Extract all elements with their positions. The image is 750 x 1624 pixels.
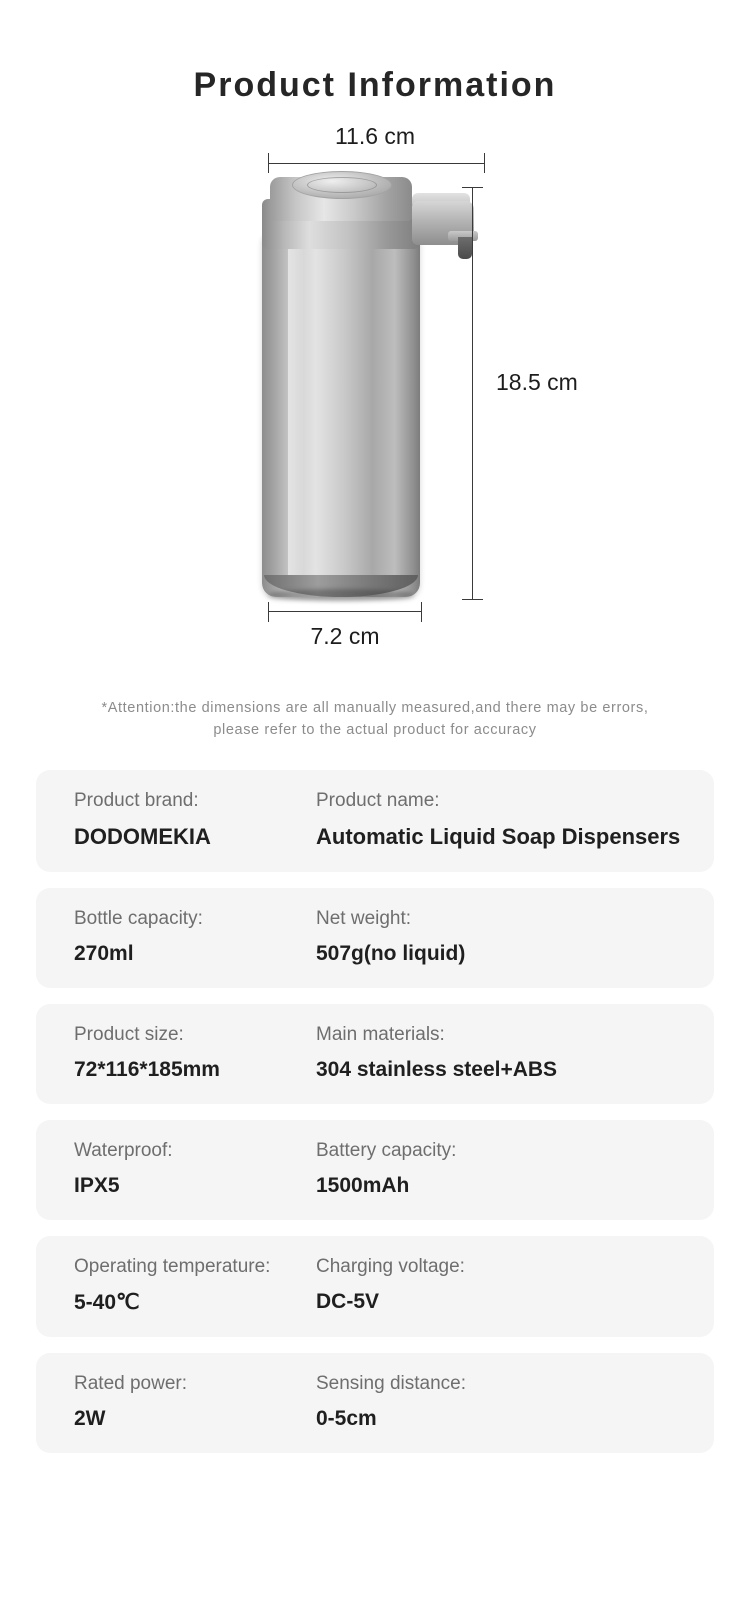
spec-value: 507g(no liquid) [316,941,466,965]
spec-cell-right [306,1373,714,1431]
spec-cell-right [306,790,714,850]
dispenser-nozzle-tip [458,237,472,259]
spec-label: Operating temperature: [74,1255,271,1277]
spec-value: 1500mAh [316,1173,410,1197]
spec-cell-right [306,1140,714,1198]
soap-dispenser-illustration [262,175,482,603]
spec-label: Product size: [74,1023,184,1045]
spec-label: Waterproof: [74,1139,173,1161]
spec-label: Main materials: [316,1023,445,1045]
spec-cell-right [306,1256,714,1315]
table-row [36,1120,714,1220]
dispenser-highlight [288,237,304,593]
spec-value: Automatic Liquid Soap Dispensers [316,823,681,849]
dimension-height-tick-top [462,187,483,188]
dispenser-body [262,233,420,597]
table-row [36,770,714,872]
dimension-width-top-label: 11.6 cm [334,123,416,149]
spec-cell-left [36,1256,306,1315]
spec-value: IPX5 [74,1173,120,1197]
spec-value: 5-40℃ [74,1290,140,1314]
table-row [36,1236,714,1337]
spec-cell-left [36,1140,306,1198]
dimension-width-top-tick-left [268,153,269,173]
table-row [36,1353,714,1453]
dimension-width-bottom-tick-left [268,602,269,622]
dimension-height-line [472,187,473,599]
dimension-width-top-line [268,163,484,164]
attention-note-line-1: *Attention:the dimensions are all manually measured,and there may be errors, [101,700,649,716]
spec-label: Battery capacity: [316,1139,457,1161]
spec-label: Bottle capacity: [74,907,203,929]
dispenser-base-shadow [268,589,414,601]
dimension-width-bottom-label: 7.2 cm [310,623,380,649]
dimension-width-bottom-tick-right [421,602,422,622]
spec-label: Net weight: [316,907,412,929]
spec-value: 2W [74,1406,106,1430]
dispenser-cap-top [292,171,392,199]
spec-label: Product brand: [74,789,199,811]
spec-value: DC-5V [316,1289,380,1313]
attention-note-line-2: please refer to the actual product for accuracy [213,722,537,739]
table-row [36,888,714,988]
dimension-height-tick-bottom [462,599,483,600]
spec-cell-left [36,1024,306,1082]
spec-value: 0-5cm [316,1406,377,1430]
specification-list [36,770,714,1453]
dimension-width-top-tick-right [484,153,485,173]
dimension-height-label: 18.5 cm [496,369,578,395]
attention-note [55,697,695,742]
table-row [36,1004,714,1104]
spec-value: 270ml [74,941,134,965]
spec-label: Rated power: [74,1372,188,1394]
page-title: Product Information [193,66,557,104]
spec-value: 72*116*185mm [74,1057,220,1081]
spec-value: 304 stainless steel+ABS [316,1057,558,1081]
spec-label: Sensing distance: [316,1372,466,1394]
spec-cell-right [306,1024,714,1082]
spec-cell-left [36,908,306,966]
dimension-width-bottom-line [268,611,422,612]
spec-label: Charging voltage: [316,1255,465,1277]
spec-cell-left [36,1373,306,1431]
spec-value: DODOMEKIA [74,823,211,849]
spec-cell-right [306,908,714,966]
spec-cell-left [36,790,306,850]
product-dimension-diagram [0,123,750,683]
spec-label: Product name: [316,789,440,811]
